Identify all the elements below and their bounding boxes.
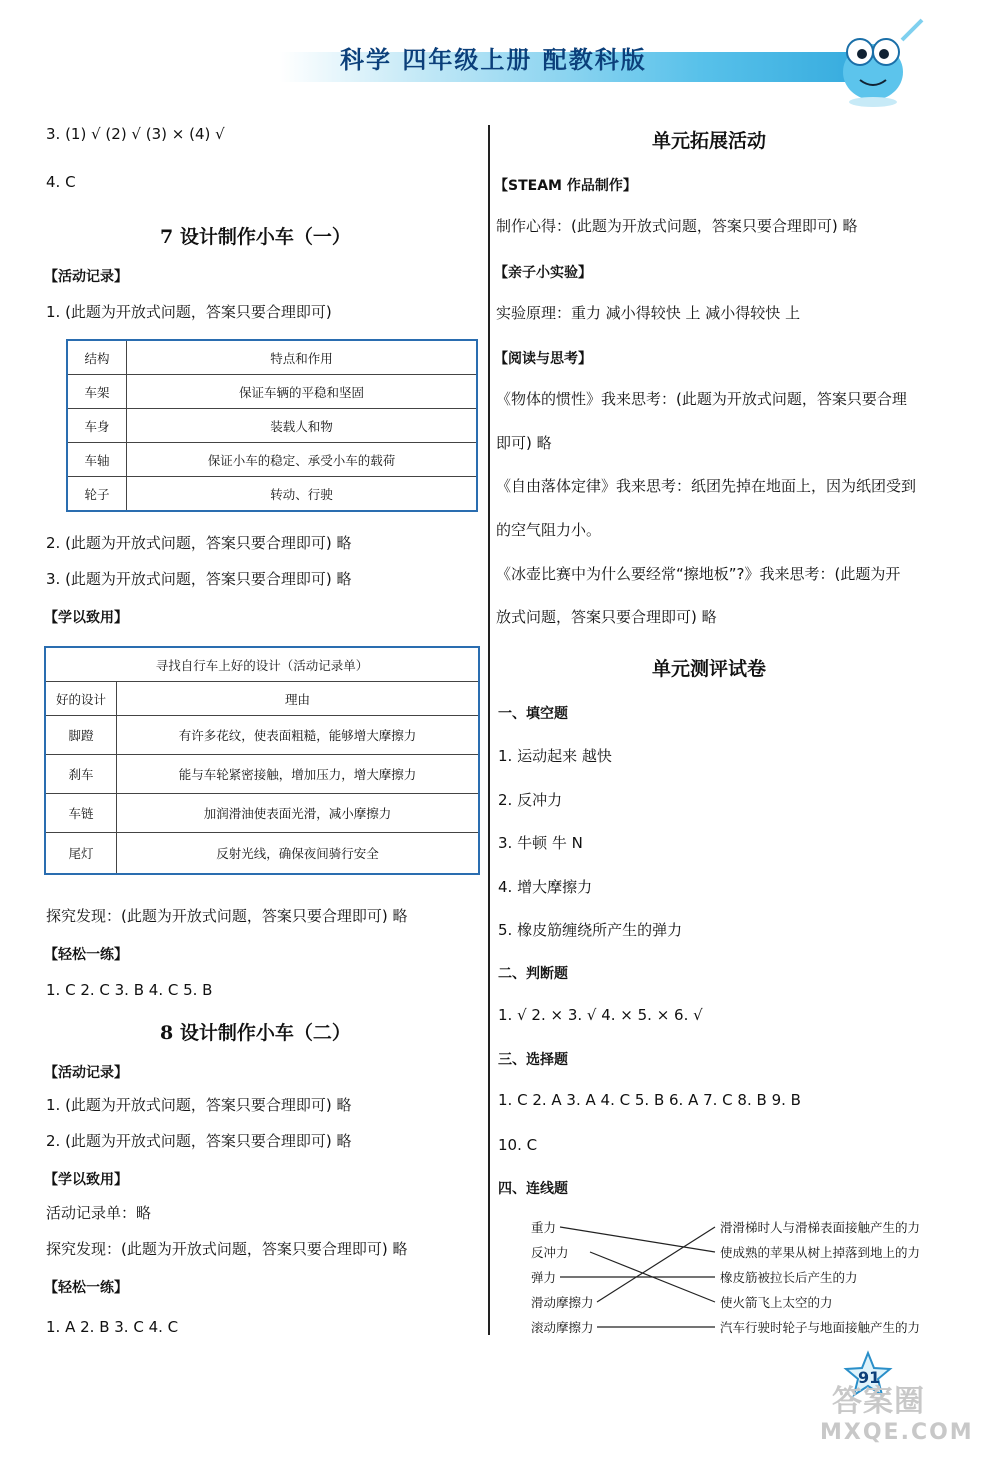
table-row xyxy=(67,409,477,443)
match-line xyxy=(597,1227,715,1302)
bicycle-design-table xyxy=(44,646,480,875)
making-notes: 制作心得：(此题为开放式问题，答案只要合理即可) 略 xyxy=(496,217,858,235)
practice-answers-7: 1. C 2. C 3. B 4. C 5. B xyxy=(46,981,213,999)
heading-fill-blank: 一、填空题 xyxy=(498,706,568,722)
match-right-item: 汽车行驶时轮子与地面接触产生的力 xyxy=(720,1320,921,1335)
table-row xyxy=(45,833,479,875)
match-left-item: 滑动摩擦力 xyxy=(531,1295,594,1310)
freefall-line-1: 《自由落体定律》我来思考：纸团先掉在地面上，因为纸团受到 xyxy=(496,477,917,495)
curling-line-2: 放式问题，答案只要合理即可) 略 xyxy=(496,608,717,626)
fill-answer-1: 1. 运动起来 越快 xyxy=(498,747,612,765)
heading-reading: 【阅读与思考】 xyxy=(494,351,592,367)
heading-practice-2: 【轻松一练】 xyxy=(44,1280,128,1296)
fill-answer-3: 3. 牛顿 牛 N xyxy=(498,834,583,852)
heading-activity-record-2: 【活动记录】 xyxy=(44,1065,128,1081)
heading-matching: 四、连线题 xyxy=(498,1181,568,1197)
experiment-principle: 实验原理：重力 减小得较快 上 减小得较快 上 xyxy=(496,304,801,322)
inertia-line-2: 即可) 略 xyxy=(496,434,552,452)
table-cell: 尾灯 xyxy=(45,833,117,875)
table-cell: 车架 xyxy=(67,375,127,409)
fill-answer-5: 5. 橡皮筋缠绕所产生的弹力 xyxy=(498,921,683,939)
fill-answer-2: 2. 反冲力 xyxy=(498,791,563,809)
structure-table xyxy=(66,339,478,512)
section-title-extension: 单元拓展活动 xyxy=(652,130,767,152)
table-title: 寻找自行车上好的设计（活动记录单） xyxy=(45,647,479,682)
table-header-cell: 理由 xyxy=(117,682,480,716)
table-row xyxy=(45,716,479,755)
page-header-title: 科学 四年级上册 配教科版 xyxy=(340,45,647,74)
table-header-row xyxy=(45,682,479,716)
match-left-item: 重力 xyxy=(531,1220,557,1235)
practice-answers-8: 1. A 2. B 3. C 4. C xyxy=(46,1318,179,1336)
table-header-cell: 结构 xyxy=(67,340,127,375)
table-header-cell: 好的设计 xyxy=(45,682,117,716)
table-title-row xyxy=(45,647,479,682)
match-right-item: 使火箭飞上太空的力 xyxy=(720,1295,833,1310)
fill-answer-4: 4. 增大摩擦力 xyxy=(498,878,593,896)
explore-finding: 探究发现：(此题为开放式问题，答案只要合理即可) 略 xyxy=(46,907,408,925)
table-cell: 脚蹬 xyxy=(45,716,117,755)
watermark-url: MXQE.COM xyxy=(820,1420,974,1445)
page-number: 91 xyxy=(858,1368,881,1387)
heading-apply: 【学以致用】 xyxy=(44,610,128,626)
match-right-item: 滑滑梯时人与滑梯表面接触产生的力 xyxy=(720,1220,921,1235)
question-8-1: 1. (此题为开放式问题，答案只要合理即可) 略 xyxy=(46,1096,352,1114)
table-header-cell: 特点和作用 xyxy=(127,340,478,375)
column-divider xyxy=(488,125,490,1335)
choice-answers-1: 1. C 2. A 3. A 4. C 5. B 6. A 7. C 8. B 9. B xyxy=(498,1091,801,1109)
answer-line-4: 4. C xyxy=(46,173,76,191)
table-row xyxy=(45,755,479,794)
inertia-line-1: 《物体的惯性》我来思考：(此题为开放式问题，答案只要合理 xyxy=(496,390,907,408)
question-2: 2. (此题为开放式问题，答案只要合理即可) 略 xyxy=(46,534,352,552)
section-title-test: 单元测评试卷 xyxy=(652,658,767,680)
match-left-item: 反冲力 xyxy=(531,1245,569,1260)
table-cell: 保证车辆的平稳和坚固 xyxy=(127,375,478,409)
heading-steam: 【STEAM 作品制作】 xyxy=(494,178,637,194)
match-left-item: 滚动摩擦力 xyxy=(531,1320,594,1335)
heading-apply-2: 【学以致用】 xyxy=(44,1172,128,1188)
heading-practice: 【轻松一练】 xyxy=(44,947,128,963)
table-row xyxy=(45,794,479,833)
table-cell: 刹车 xyxy=(45,755,117,794)
table-header-row xyxy=(67,340,477,375)
table-row xyxy=(67,477,477,512)
explore-finding-2: 探究发现：(此题为开放式问题，答案只要合理即可) 略 xyxy=(46,1240,408,1258)
match-right-item: 使成熟的苹果从树上掉落到地上的力 xyxy=(720,1245,921,1260)
match-right-item: 橡皮筋被拉长后产生的力 xyxy=(720,1270,858,1285)
frog-mascot-icon xyxy=(818,10,938,110)
table-cell: 轮子 xyxy=(67,477,127,512)
true-false-answers: 1. √ 2. × 3. √ 4. × 5. × 6. √ xyxy=(498,1006,703,1024)
table-cell: 加润滑油使表面光滑，减小摩擦力 xyxy=(117,794,480,833)
section-title-8: 8 设计制作小车（二） xyxy=(160,1022,351,1044)
table-cell: 车链 xyxy=(45,794,117,833)
table-cell: 车身 xyxy=(67,409,127,443)
freefall-line-2: 的空气阻力小。 xyxy=(496,521,602,539)
table-cell: 能与车轮紧密接触，增加压力，增大摩擦力 xyxy=(117,755,480,794)
question-3: 3. (此题为开放式问题，答案只要合理即可) 略 xyxy=(46,570,352,588)
table-row xyxy=(67,375,477,409)
table-row xyxy=(67,443,477,477)
activity-sheet: 活动记录单：略 xyxy=(46,1204,152,1222)
table-cell: 反射光线，确保夜间骑行安全 xyxy=(117,833,480,875)
match-left-item: 弹力 xyxy=(531,1270,557,1285)
match-line xyxy=(560,1227,715,1252)
choice-answers-2: 10. C xyxy=(498,1136,538,1154)
table-cell: 有许多花纹，使表面粗糙，能够增大摩擦力 xyxy=(117,716,480,755)
table-cell: 装载人和物 xyxy=(127,409,478,443)
heading-activity-record: 【活动记录】 xyxy=(44,269,128,285)
heading-true-false: 二、判断题 xyxy=(498,966,568,982)
answer-line-3: 3. (1) √ (2) √ (3) × (4) √ xyxy=(46,125,225,143)
question-1: 1. (此题为开放式问题，答案只要合理即可) xyxy=(46,303,332,321)
table-cell: 转动、行驶 xyxy=(127,477,478,512)
heading-choice: 三、选择题 xyxy=(498,1052,568,1068)
table-cell: 车轴 xyxy=(67,443,127,477)
matching-lines xyxy=(555,1215,720,1340)
question-8-2: 2. (此题为开放式问题，答案只要合理即可) 略 xyxy=(46,1132,352,1150)
heading-parent-child: 【亲子小实验】 xyxy=(494,265,592,281)
watermark-logo: 答案圈 xyxy=(832,1384,925,1419)
section-title-7: 7 设计制作小车（一） xyxy=(160,226,351,248)
table-cell: 保证小车的稳定、承受小车的载荷 xyxy=(127,443,478,477)
curling-line-1: 《冰壶比赛中为什么要经常“擦地板”?》我来思考：(此题为开 xyxy=(496,565,901,583)
